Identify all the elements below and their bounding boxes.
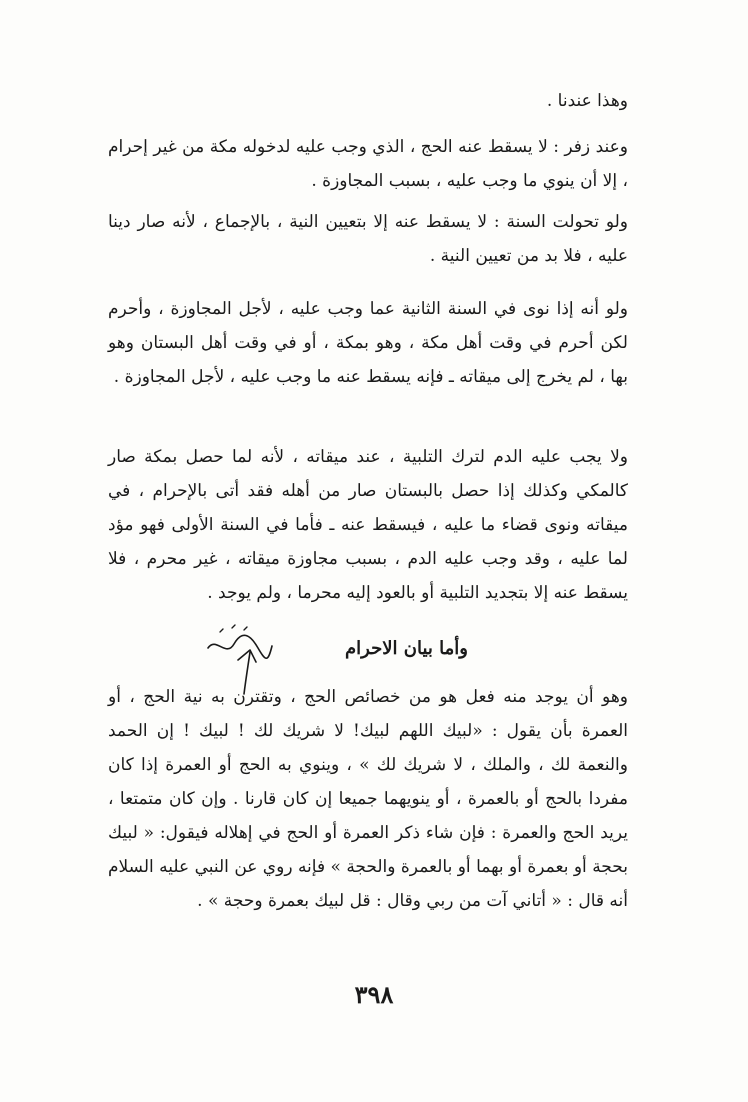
paragraph-3: ولو تحولت السنة : لا يسقط عنه إلا بتعيين النية ، بالإجماع ، لأنه صار دينا عليه ، فلا بد من تعيين النية . (108, 212, 628, 266)
section-heading: وأما بيان الاحرام (345, 638, 468, 659)
paragraph-2: وعند زفر : لا يسقط عنه الحج ، الذي وجب عليه لدخوله مكة من غير إحرام ، إلا أن ينوي ما وجب عليه ، بسبب المجاوزة . (108, 137, 628, 191)
paragraph-4: ولو أنه إذا نوى في السنة الثانية عما وجب عليه ، لأجل المجاوزة ، وأحرم لكن أحرم في وقت أهل مكة ، وهو بمكة ، أو في وقت أهل البستان وهو بها ، لم يخرج إلى ميقاته ـ فإنه يسقط عنه ما وجب عليه ، لأجل المجاوزة . (108, 299, 628, 387)
page-number: ٣٩٨ (354, 980, 394, 1009)
paragraph-6: وهو أن يوجد منه فعل هو من خصائص الحج ، وتقترن به نية الحج ، أو العمرة بأن يقول : «لبيك اللهم لبيك! لا شريك لك ! لبيك ! إن الحمد والنعمة لك ، والملك ، لا شريك لك » ، وينوي به الحج أو العمرة إذا كان مفردا بالحج أو بالعمرة ، أو ينويهما جميعا إن كان قارنا . وإن كان متمتعا ، يريد الحج والعمرة : فإن شاء ذكر العمرة أو الحج في إهلاله فيقول: « لبيك بحجة أو بعمرة أو بهما أو بالعمرة والحجة » فإنه روي عن النبي عليه السلام أنه قال : « أتاني آت من ربي وقال : قل لبيك بعمرة وحجة » . (108, 687, 628, 911)
paragraph-1: وهذا عندنا . (546, 91, 628, 111)
paragraph-5: ولا يجب عليه الدم لترك التلبية ، عند ميقاته ، لأنه لما حصل بمكة صار كالمكي وكذلك إذا حصل بالبستان صار من أهله فقد أتى بالإحرام ، في ميقاته ونوى قضاء ما عليه ، فيسقط عنه ـ فأما في السنة الأولى فهو مؤد لما عليه ، وقد وجب عليه الدم ، بسبب مجاوزة ميقاته ، غير محرم ، فلا يسقط عنه إلا بتجديد التلبية أو بالعود إليه محرما ، ولم يوجد . (108, 447, 628, 603)
